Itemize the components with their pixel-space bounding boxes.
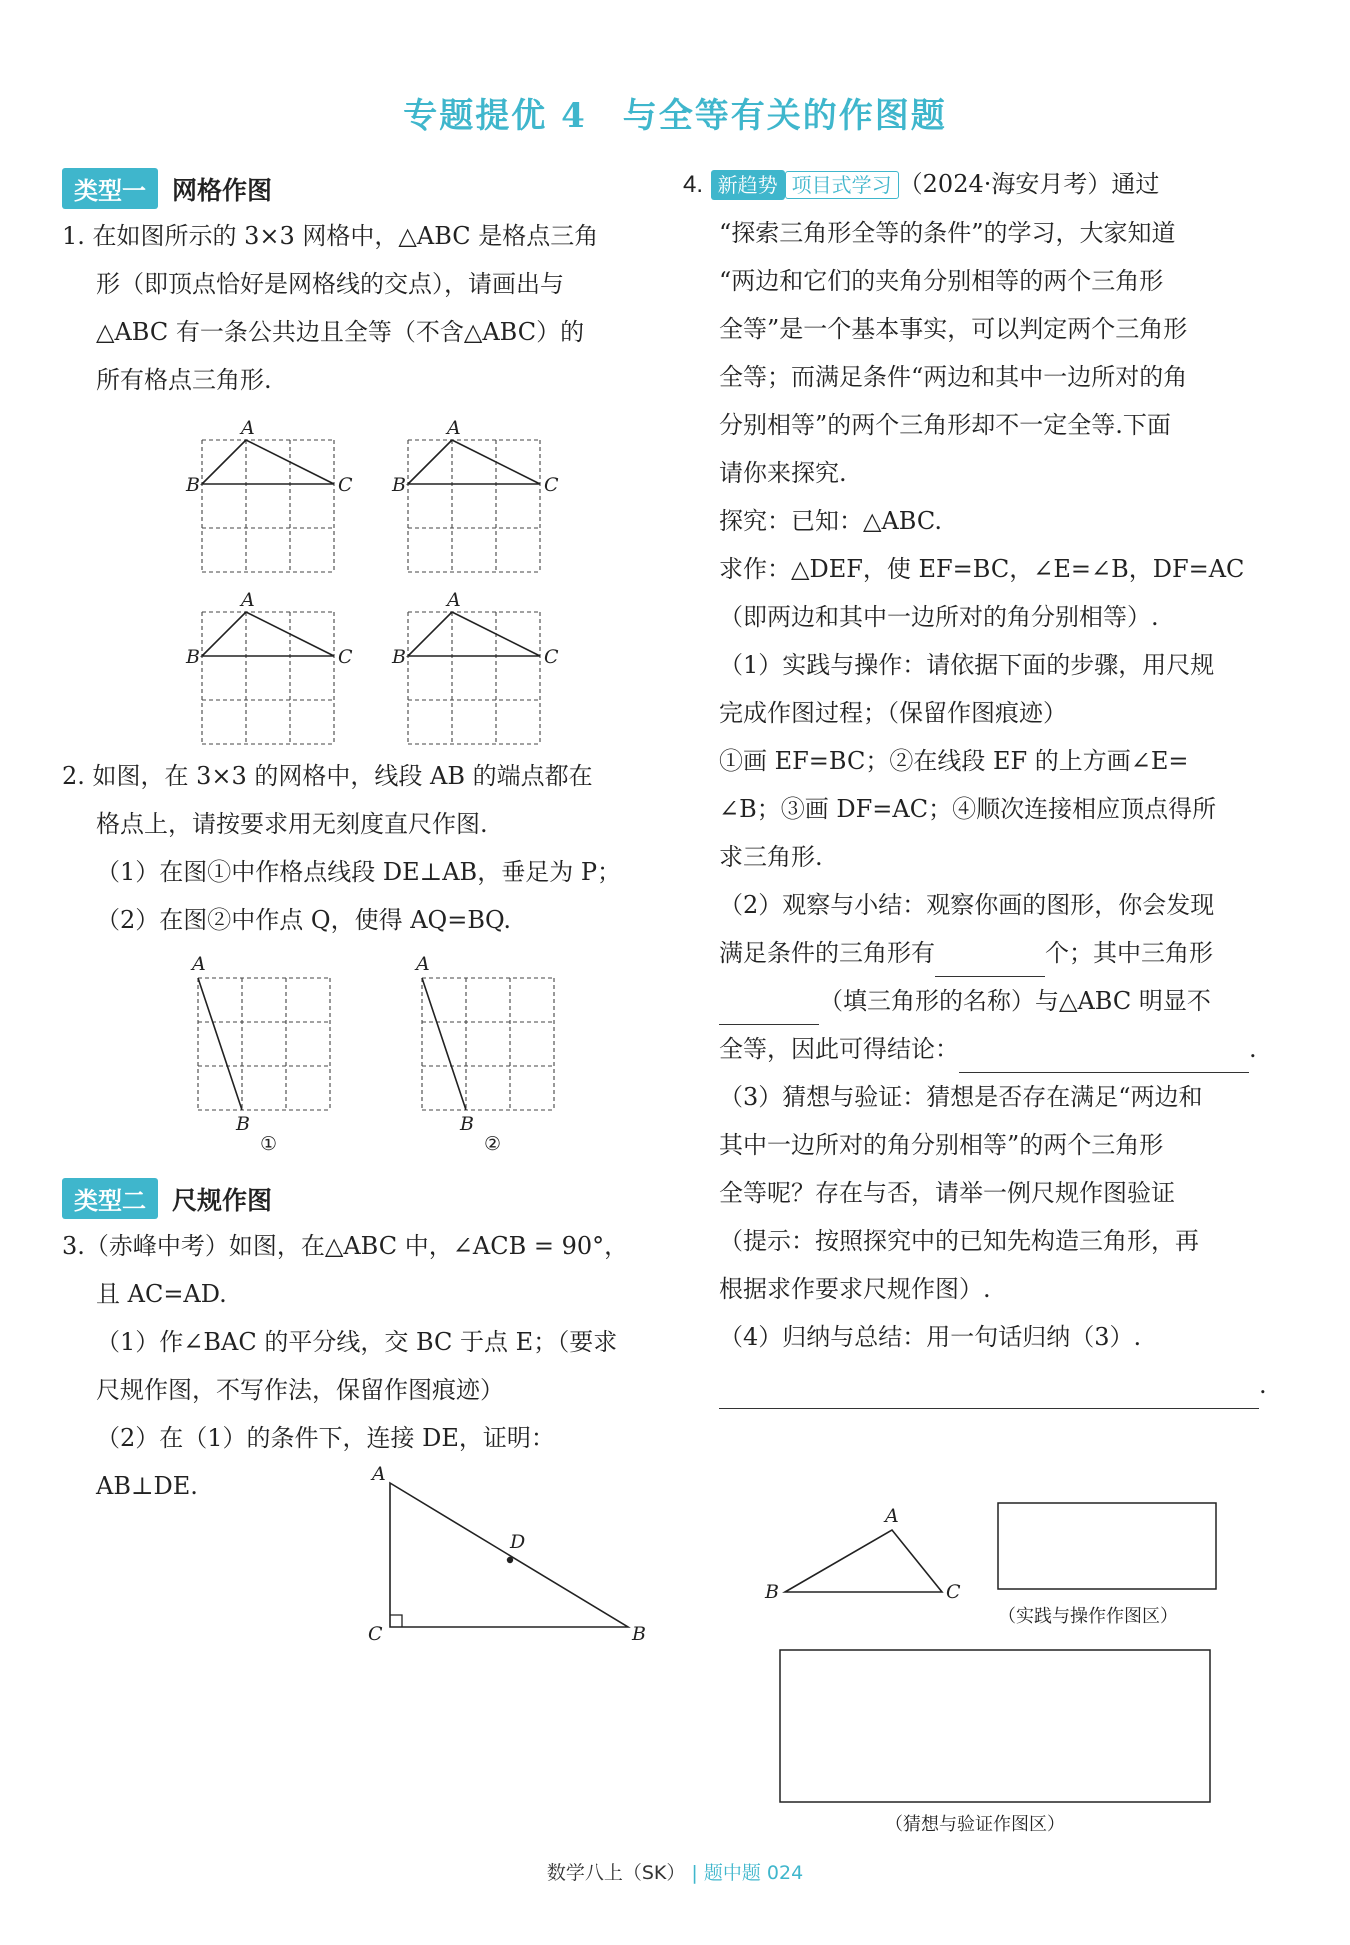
- q3-line: 且 AC=AD.: [96, 1280, 227, 1308]
- q1-line: 形（即顶点恰好是网格线的交点），请画出与: [96, 270, 564, 298]
- q4-line: “探索三角形全等的条件”的学习，大家知道: [719, 219, 1176, 247]
- question-4: [683, 160, 1293, 1409]
- q4-line: ∠B；③画 DF=AC；④顺次连接相应顶点得所: [719, 795, 1217, 823]
- segment-ab: [198, 978, 242, 1110]
- grid-figure: [414, 953, 554, 1135]
- vertex-label: A: [192, 953, 206, 975]
- vertex-label: C: [544, 646, 559, 668]
- vertex-label: B: [392, 474, 406, 496]
- q4-line: 求三角形.: [719, 843, 823, 871]
- point-d: [507, 1557, 513, 1563]
- q4-line: （2）观察与小结：观察你画的图形，你会发现: [719, 891, 1215, 919]
- q1-grid-figures: [180, 418, 570, 748]
- label-a: A: [372, 1465, 386, 1485]
- q4-fill-line: [683, 929, 1293, 977]
- q2-line: （2）在图②中作点 Q，使得 AQ=BQ.: [96, 906, 512, 934]
- vertex-label: A: [447, 589, 461, 611]
- q2-line: （1）在图①中作格点线段 DE⊥AB，垂足为 P；: [96, 858, 621, 886]
- q4-number: 4.: [683, 171, 704, 198]
- vertex-label: B: [392, 646, 406, 668]
- grid-figure: [190, 953, 330, 1135]
- q4-line: 全等”是一个基本事实，可以判定两个三角形: [719, 315, 1188, 343]
- vertex-label: B: [460, 1113, 474, 1135]
- q4-line: 分别相等”的两个三角形却不一定全等.下面: [719, 411, 1171, 439]
- section-header-type1: [62, 168, 272, 209]
- verify-drawing-area: [780, 1650, 1210, 1802]
- q4-figures: [760, 1500, 1230, 1850]
- q4-text: 全等，因此可得结论：: [719, 1035, 959, 1063]
- section-title: 尺规作图: [172, 1186, 273, 1215]
- q3-line: 尺规作图，不写作法，保留作图痕迹）: [96, 1376, 504, 1404]
- q4-fill-line: [683, 977, 1293, 1025]
- answer-blank[interactable]: [719, 1378, 1259, 1409]
- vertex-label: C: [544, 474, 559, 496]
- q4-line: 其中一边所对的角分别相等”的两个三角形: [719, 1131, 1164, 1159]
- triangle-abc: [408, 440, 540, 484]
- label-b: B: [632, 1623, 646, 1645]
- vertex-label: C: [338, 474, 353, 496]
- q1-line: △ABC 有一条公共边且全等（不含△ABC）的: [96, 318, 585, 346]
- triangle-abc: [202, 440, 334, 484]
- label-c: C: [946, 1581, 961, 1603]
- answer-blank[interactable]: [935, 946, 1045, 977]
- q4-text: 满足条件的三角形有: [719, 939, 935, 967]
- q1-line: 所有格点三角形.: [96, 366, 272, 394]
- page-title: 专题提优 4 与全等有关的作图题: [403, 96, 947, 136]
- practice-area-caption: （实践与操作作图区）: [998, 1606, 1178, 1627]
- label-d: D: [510, 1531, 526, 1553]
- q2-grid-figures: [180, 950, 570, 1165]
- vertex-label: C: [338, 646, 353, 668]
- q4-line: 探究：已知：△ABC.: [719, 507, 943, 535]
- triangle-abc: [408, 612, 540, 656]
- footer-book: 数学八上（SK）: [546, 1862, 686, 1884]
- q4-line: （4）归纳与总结：用一句话归纳（3）.: [719, 1323, 1142, 1351]
- vertex-label: B: [236, 1113, 250, 1135]
- q4-text: （填三角形的名称）与△ABC 明显不: [819, 987, 1211, 1015]
- label-b: B: [765, 1581, 779, 1603]
- triangle-abc: [390, 1483, 628, 1627]
- q4-text: 个；其中三角形: [1045, 939, 1213, 967]
- section-header-type2: [62, 1178, 272, 1219]
- q4-line: “两边和它们的夹角分别相等的两个三角形: [719, 267, 1164, 295]
- practice-drawing-area: [998, 1503, 1216, 1589]
- figure-label-2: ②: [484, 1133, 502, 1155]
- verify-area-caption: （猜想与验证作图区）: [885, 1814, 1065, 1835]
- q2-line: 格点上，请按要求用无刻度直尺作图.: [96, 810, 488, 838]
- answer-blank[interactable]: [959, 1042, 1249, 1073]
- q4-line: 完成作图过程；（保留作图痕迹）: [719, 699, 1067, 727]
- label-c: C: [368, 1623, 383, 1645]
- vertex-label: A: [241, 418, 255, 439]
- footer-separator: |: [691, 1862, 698, 1884]
- q4-line: ①画 EF=BC；②在线段 EF 的上方画∠E=: [719, 747, 1189, 775]
- tag-project-learning: 项目式学习: [785, 171, 899, 199]
- q4-line: 请你来探究.: [719, 459, 847, 487]
- section-badge: 类型一: [62, 168, 158, 209]
- q3-line: 3.（赤峰中考）如图，在△ABC 中，∠ACB = 90°，: [62, 1232, 629, 1260]
- page-footer: [0, 1858, 1350, 1885]
- q4-line: （3）猜想与验证：猜想是否存在满足“两边和: [719, 1083, 1203, 1111]
- grid-figure: [185, 418, 353, 572]
- q4-line: （提示：按照探究中的已知先构造三角形，再: [719, 1227, 1199, 1255]
- grid-figure: [185, 589, 353, 744]
- label-a: A: [885, 1505, 899, 1527]
- vertex-label: B: [186, 474, 200, 496]
- q4-line: 全等呢？存在与否，请举一例尺规作图验证: [719, 1179, 1175, 1207]
- q3-line: （1）作∠BAC 的平分线，交 BC 于点 E；（要求: [96, 1328, 618, 1356]
- q4-answer-line: .: [683, 1361, 1293, 1409]
- q4-fill-line: 全等，因此可得结论： .: [683, 1025, 1293, 1073]
- question-1: [62, 212, 652, 404]
- segment-ab: [422, 978, 466, 1110]
- q2-line: 2. 如图，在 3×3 的网格中，线段 AB 的端点都在: [62, 762, 593, 790]
- q4-head: [683, 160, 1293, 209]
- tag-new-trend: 新趋势: [711, 170, 785, 200]
- right-angle-mark: [390, 1615, 402, 1627]
- figure-label-1: ①: [260, 1133, 278, 1155]
- q1-line: 1. 在如图所示的 3×3 网格中，△ABC 是格点三角: [62, 222, 599, 250]
- question-2: [62, 752, 652, 944]
- q4-source: （2024·海安月考）通过: [898, 170, 1160, 198]
- triangle-abc: [785, 1530, 942, 1592]
- q4-line: （即两边和其中一边所对的角分别相等）.: [719, 603, 1159, 631]
- q4-line: 根据求作要求尺规作图）.: [719, 1275, 991, 1303]
- vertex-label: A: [241, 589, 255, 611]
- q4-line: 全等；而满足条件“两边和其中一边所对的角: [719, 363, 1188, 391]
- answer-blank[interactable]: [719, 994, 819, 1025]
- q4-line: （1）实践与操作：请依据下面的步骤，用尺规: [719, 651, 1215, 679]
- footer-page: 题中题 024: [703, 1862, 804, 1884]
- grid-figure: [391, 589, 559, 744]
- vertex-label: B: [186, 646, 200, 668]
- vertex-label: A: [447, 418, 461, 439]
- vertex-label: A: [416, 953, 430, 975]
- section-title: 网格作图: [172, 176, 273, 205]
- section-badge: 类型二: [62, 1178, 158, 1219]
- q4-line: 求作：△DEF，使 EF=BC，∠E=∠B，DF=AC: [719, 555, 1245, 583]
- q3-triangle-figure: [350, 1465, 670, 1645]
- triangle-abc: [202, 612, 334, 656]
- grid-figure: [391, 418, 559, 572]
- q3-line: （2）在（1）的条件下，连接 DE，证明：AB⊥DE.: [96, 1424, 555, 1500]
